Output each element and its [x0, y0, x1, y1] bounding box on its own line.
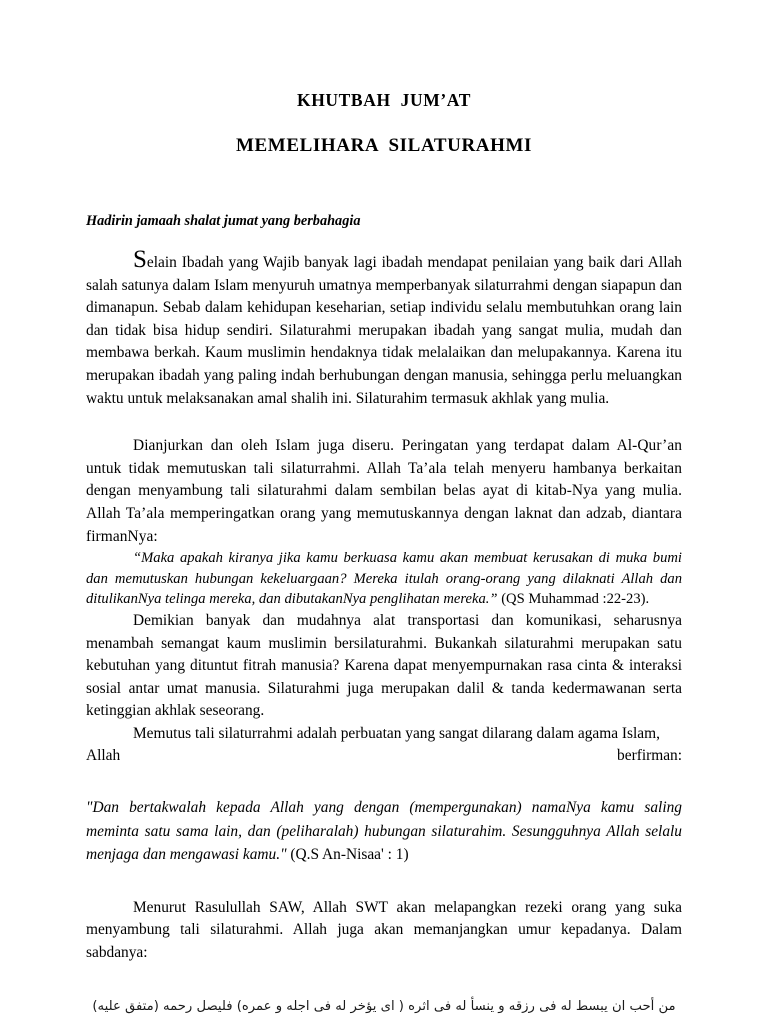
- paragraph-dianjurkan: Dianjurkan dan oleh Islam juga diseru. Peringatan yang terdapat dalam Al-Qur’an untuk tidak memutuskan tali silaturrahmi. Allah Ta’ala telah menyeru hambanya berkaitan dengan menyambung tali silaturahmi dalam sembilan belas ayat di kitab-Nya yang mulia. Allah Ta’ala memperingatkan orang yang memutuskannya dengan laknat dan adzab, diantara firmanNya:: [86, 437, 682, 545]
- quote-qs-an-nisaa: [86, 768, 682, 867]
- paragraph-memutus-continuation: [86, 745, 682, 768]
- page-title-khutbah: KHUTBAH JUM’AT: [297, 90, 471, 110]
- quote-qs-an-nisaa-text: "Dan bertakwalah kepada Allah yang dengan (mempergunakan) namaNya kamu saling meminta satu sama lain, dan (peliharalah) hubungan silaturahim. Sesungguhnya Allah selalu menjaga dan mengawasi kamu.": [86, 799, 682, 864]
- salutation-line: Hadirin jamaah shalat jumat yang berbahagia: [86, 213, 361, 229]
- paragraph-intro-text: elain Ibadah yang Wajib banyak lagi ibadah mendapat penilaian yang baik dari Allah salah satunya dalam Islam menyuruh umatnya memperbanyak silaturrahmi dengan siapapun dan dimanapun. Sebab dalam kehidupan keseharian, setiap individu selalu membutuhkan orang lain dan tidak bisa hidup sendiri. Silaturahmi merupakan ibadah yang sangat mulia, mudah dan membawa berkah. Kaum muslimin hendaknya tidak melalaikan dan melupakannya. Karena itu merupakan ibadah yang paling indah berhubungan dengan manusia, sehingga perlu meluangkan waktu untuk melaksanakan amal shalih ini. Silaturahim termasuk akhlak yang mulia.: [86, 254, 682, 407]
- paragraph-memutus: Memutus tali silaturrahmi adalah perbuatan yang sangat dilarang dalam agama Islam,: [133, 724, 660, 742]
- paragraph-menurut-rasulullah: Menurut Rasulullah SAW, Allah SWT akan melapangkan rezeki orang yang suka menyambung tali silaturahmi. Allah juga akan memanjangkan umur kepadanya. Dalam sabdanya:: [86, 898, 682, 961]
- quote-qs-an-nisaa-source: (Q.S An-Nisaa' : 1): [290, 846, 409, 864]
- split-line-right: berfirman:: [617, 747, 682, 765]
- quote-qs-muhammad-source: (QS Muhammad :22-23).: [501, 591, 650, 608]
- initial-cap-letter: S: [133, 246, 147, 273]
- page-title-subject: MEMELIHARA SILATURAHMI: [235, 135, 532, 156]
- arabic-hadith-line: من أحب ان يبسط له فى رزقه و ينسأ له فى اثره ( اى يؤخر له فى اجله و عمره) فليصل رحمه (متفق عليه): [92, 999, 676, 1015]
- split-line-left: Allah: [86, 747, 121, 765]
- quote-qs-muhammad: [86, 548, 682, 610]
- quote-qs-muhammad-text: “Maka apakah kiranya jika kamu berkuasa kamu akan membuat kerusakan di muka bumi dan memutuskan hubungan kekeluargaan? Mereka itulah orang-orang yang dilaknati Allah dan ditulikanNya telinga mereka, dan dibutakanNya penglihatan mereka.”: [86, 550, 682, 608]
- paragraph-intro: [86, 230, 682, 410]
- paragraph-demikian: Demikian banyak dan mudahnya alat transportasi dan komunikasi, seharusnya menambah semangat kaum muslimin bersilaturahmi. Bukankah silaturahmi merupakan satu kebutuhan yang dituntut fitrah manusia? Karena dapat menyempurnakan rasa cinta & interaksi sosial antar umat manusia. Silaturahmi juga merupakan dalil & tanda kedermawanan serta ketinggian akhlak seseorang.: [86, 611, 682, 720]
